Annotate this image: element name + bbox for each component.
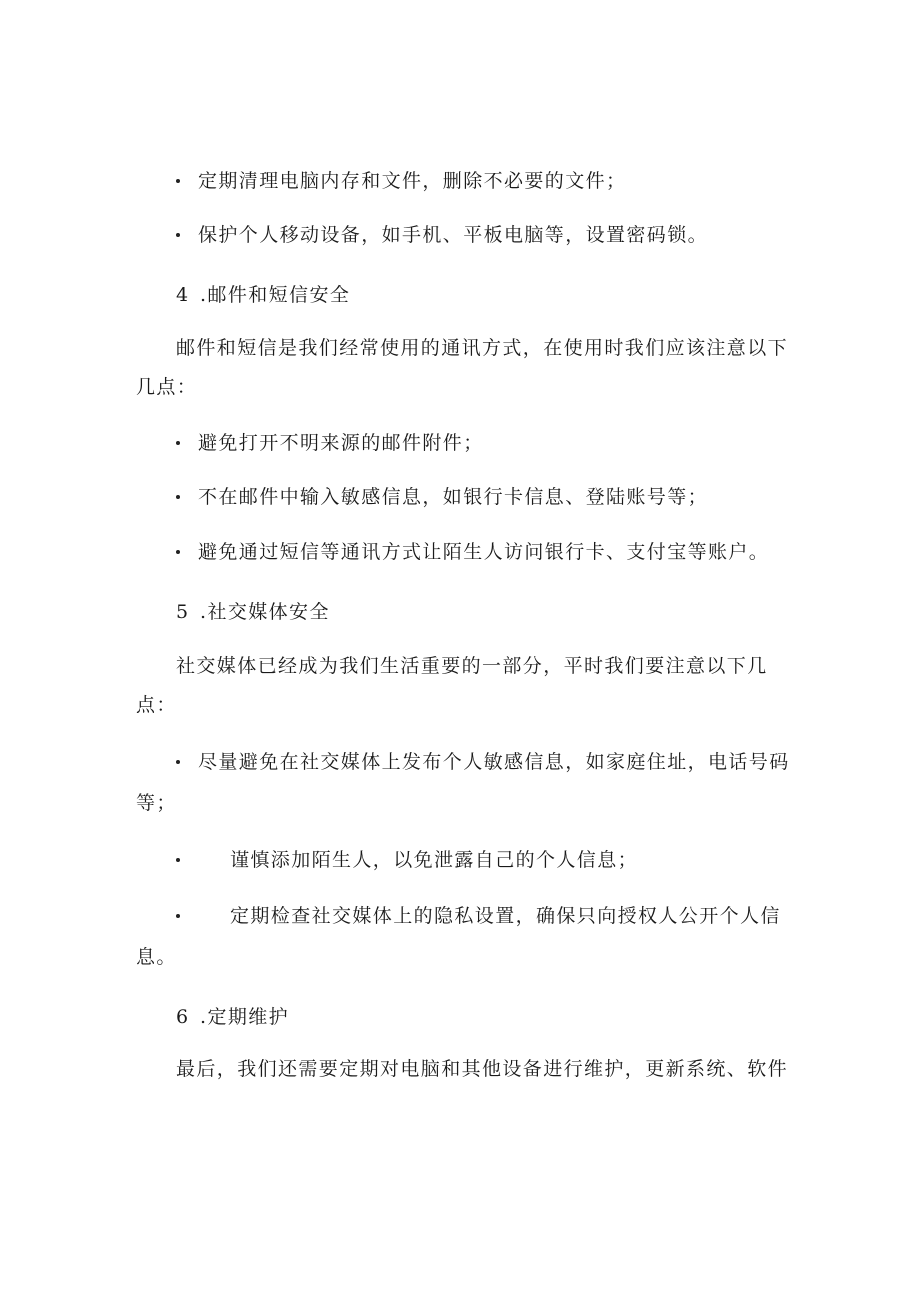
- bullet-text: 保护个人移动设备，如手机、平板电脑等，设置密码锁。: [198, 224, 709, 246]
- bullet-dot: [176, 914, 180, 918]
- section-heading: [176, 599, 330, 625]
- bullet-text: 谨慎添加陌生人，以免泄露自己的个人信息；: [230, 849, 639, 871]
- bullet-dot: [176, 441, 180, 445]
- section-title: .定期维护: [200, 1006, 290, 1028]
- bullet-text: 定期检查社交媒体上的隐私设置，确保只向授权人公开个人信: [230, 905, 781, 927]
- paragraph-line: 社交媒体已经成为我们生活重要的一部分，平时我们要注意以下几: [176, 655, 768, 677]
- bullet-text: 不在邮件中输入敏感信息，如银行卡信息、登陆账号等；: [198, 486, 709, 508]
- bullet-dot: [176, 495, 180, 499]
- section-number: 5: [176, 601, 190, 623]
- bullet-text: 息。: [136, 946, 177, 968]
- bullet-text: 避免通过短信等通讯方式让陌生人访问银行卡、支付宝等账户。: [198, 541, 770, 563]
- section-title: .邮件和短信安全: [200, 284, 351, 306]
- section-heading: [176, 1004, 289, 1030]
- section-title: .社交媒体安全: [200, 601, 330, 623]
- bullet-dot: [176, 179, 180, 183]
- paragraph-line: 邮件和短信是我们经常使用的通讯方式，在使用时我们应该注意以下: [176, 337, 789, 359]
- bullet-text: 等；: [136, 792, 177, 814]
- paragraph-line: 最后，我们还需要定期对电脑和其他设备进行维护，更新系统、软件: [176, 1058, 789, 1080]
- section-number: 6: [176, 1006, 190, 1028]
- bullet-dot: [176, 233, 180, 237]
- paragraph-line: 几点：: [136, 376, 198, 398]
- bullet-text: 避免打开不明来源的邮件附件；: [198, 432, 484, 454]
- section-heading: [176, 282, 350, 308]
- bullet-dot: [176, 760, 180, 764]
- bullet-text: 尽量避免在社交媒体上发布个人敏感信息，如家庭住址，电话号码: [198, 751, 790, 773]
- bullet-dot: [176, 550, 180, 554]
- paragraph-line: 点：: [136, 694, 177, 716]
- bullet-dot: [176, 858, 180, 862]
- section-number: 4: [176, 284, 190, 306]
- bullet-text: 定期清理电脑内存和文件，删除不必要的文件；: [198, 170, 627, 192]
